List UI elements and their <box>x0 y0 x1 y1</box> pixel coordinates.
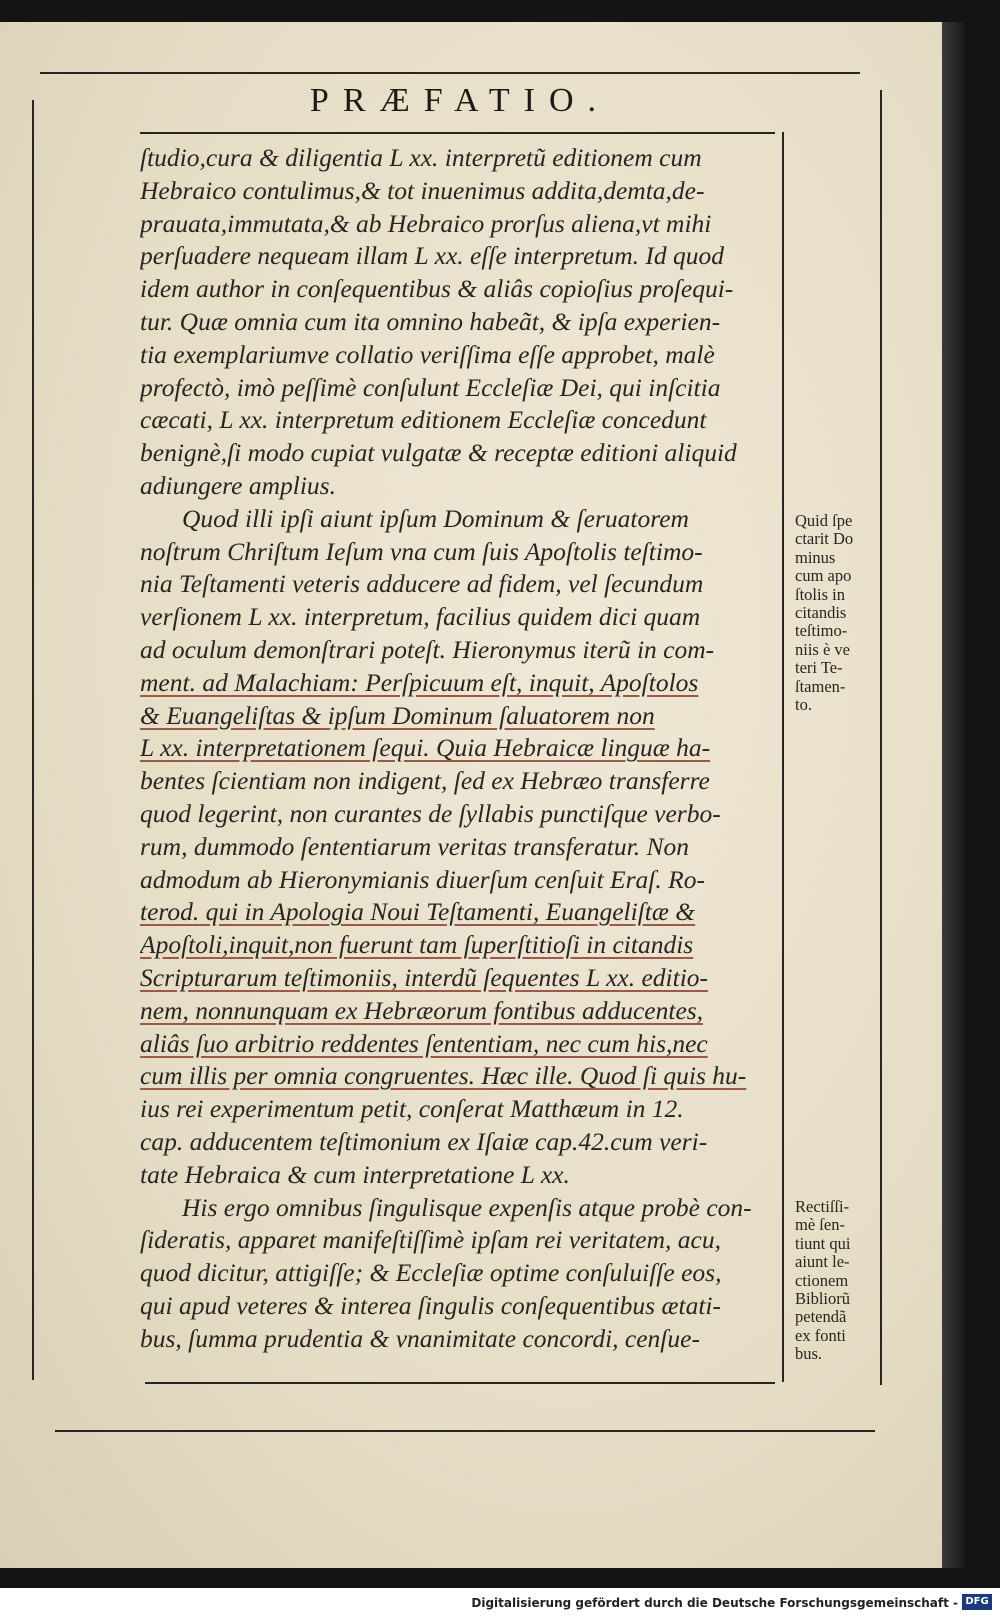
margin-note-line: Quid ſpe <box>795 511 853 530</box>
margin-note-second <box>795 1198 887 1364</box>
margin-note-line: to. <box>795 695 812 715</box>
text-line: verſionem L xx. interpretum, facilius quidem dici quam <box>140 602 701 632</box>
underlined-line: nem, nonnunquam ex Hebræorum fontibus adducentes, <box>140 995 704 1025</box>
text-line: bentes ſcientiam non indigent, ſed ex Hebræo transferre <box>140 766 710 796</box>
text-line: perſuadere nequeam illam L xx. eſſe interpretum. Id quod <box>140 241 725 271</box>
text-line: ſideratis, apparet manifeſtiſſimè ipſam rei veritatem, acu, <box>140 1225 721 1255</box>
text-line: ad oculum demonſtrari poteſt. Hieronymus iterũ in com- <box>140 634 715 664</box>
text-line: tia exemplariumve collatio veriſſima eſſe approbet, malè <box>140 339 715 369</box>
underlined-line: ment. ad Malachiam: Perſpicuum eſt, inquit, Apoſtolos <box>140 667 699 697</box>
text-line: adiungere amplius. <box>140 470 336 500</box>
underlined-line: & Euangeliſtas & ipſum Dominum ſaluatorem non <box>140 700 655 730</box>
left-column-rule <box>32 100 34 1380</box>
footer-bar <box>0 1588 1000 1622</box>
text-line: tate Hebraica & cum interpretatione L xx. <box>140 1159 570 1189</box>
underlined-line: terod. qui in Apologia Noui Teſtamenti, Euangeliſtæ & <box>140 897 696 927</box>
margin-note-line: tiunt qui <box>795 1233 851 1253</box>
margin-note-line: teri Te- <box>795 658 843 678</box>
text-line: noſtrum Chriſtum Ieſum vna cum ſuis Apoſtolis teſtimo- <box>140 536 703 566</box>
underlined-line: Apoſtoli,inquit,non fuerunt tam ſuperſtitioſi in citandis <box>140 930 694 960</box>
text-line: benignè,ſi modo cupiat vulgatæ & receptæ editioni aliquid <box>140 438 737 468</box>
text-line: admodum ab Hieronymianis diuerſum cenſuit Eraſ. Ro- <box>140 864 705 894</box>
margin-note-line: Rectiſſi- <box>795 1197 850 1216</box>
margin-note-line: ctarit Do <box>795 529 854 549</box>
bottom-rule <box>145 1382 775 1384</box>
header-rule <box>140 132 775 134</box>
margin-note-line: minus <box>795 547 836 567</box>
text-line: quod dicitur, attigiſſe; & Eccleſiæ optime conſuluiſſe eos, <box>140 1258 722 1288</box>
page-title: PRÆFATIO. <box>309 82 611 119</box>
margin-note-line: ctionem <box>795 1270 849 1290</box>
text-line: quod legerint, non curantes de ſyllabis punctiſque verbo- <box>140 798 721 828</box>
top-rule <box>40 72 860 74</box>
underlined-line: aliâs ſuo arbitrio reddentes ſententiam, nec cum his,nec <box>140 1028 708 1058</box>
underlined-line: cum illis per omnia congruentes. Hæc ille. Quod ſi quis hu- <box>140 1061 747 1091</box>
paragraph-start-line: Quod illi ipſi aiunt ipſum Dominum & ſeruatorem <box>182 503 689 533</box>
text-line: ſtudio,cura & diligentia L xx. interpretũ editionem cum <box>140 143 702 172</box>
text-right-rule <box>782 132 784 1382</box>
underlined-line: L xx. interpretationem ſequi. Quia Hebraicæ linguæ ha- <box>140 733 711 763</box>
margin-note-line: ex fonti <box>795 1325 846 1345</box>
outer-right-rule <box>880 90 882 1385</box>
page-bottom-rule <box>55 1430 875 1432</box>
text-line: rum, dummodo ſententiarum veritas transferatur. Non <box>140 831 689 861</box>
margin-note-line: ſtolis in <box>795 584 845 604</box>
funding-credit: Digitalisierung gefördert durch die Deutsche Forschungsgemeinschaft - <box>471 1596 958 1610</box>
margin-note-first <box>795 512 887 714</box>
text-line: bus, ſumma prudentia & vnanimitate concordi, cenſue- <box>140 1323 700 1353</box>
text-line: ius rei experimentum petit, conſerat Matthæum in 12. <box>140 1094 684 1124</box>
margin-note-line: aiunt le- <box>795 1252 850 1272</box>
text-line: idem author in conſequentibus & aliâs copioſius proſequi- <box>140 274 734 304</box>
text-line: cæcati, L xx. interpretum editionem Eccleſiæ concedunt <box>140 405 707 435</box>
margin-note-line: ſtamen- <box>795 676 846 696</box>
dfg-logo: DFG <box>962 1594 992 1610</box>
underlined-line: Scripturarum teſtimoniis, interdũ ſequentes L xx. editio- <box>140 962 709 992</box>
text-line: profectò, imò peſſimè conſulunt Eccleſiæ Dei, qui inſcitia <box>140 372 721 402</box>
margin-note-line: cum apo <box>795 566 852 586</box>
page-edge <box>942 22 964 1568</box>
text-line: Hebraico contulimus,& tot inuenimus addita,demta,de- <box>140 175 705 205</box>
text-line: cap. adducentem teſtimonium ex Iſaiæ cap.42.cum veri- <box>140 1126 708 1156</box>
margin-note-line: petendã <box>795 1307 847 1327</box>
margin-note-line: citandis <box>795 603 847 623</box>
text-line: qui apud veteres & interea ſingulis conſequentibus ætati- <box>140 1290 721 1320</box>
margin-note-line: Bibliorũ <box>795 1289 851 1309</box>
margin-note-line: niis è ve <box>795 639 850 659</box>
text-line: prauata,immutata,& ab Hebraico prorſus aliena,vt mihi <box>140 208 712 238</box>
margin-note-line: teſtimo- <box>795 621 848 641</box>
body-text <box>140 142 780 1355</box>
paragraph-start-line: His ergo omnibus ſingulisque expenſis atque probè con- <box>182 1192 752 1222</box>
text-line: nia Teſtamenti veteris adducere ad fidem, vel ſecundum <box>140 569 704 599</box>
margin-note-line: mè ſen- <box>795 1215 845 1235</box>
margin-note-line: bus. <box>795 1344 823 1364</box>
text-line: tur. Quæ omnia cum ita omnino habeãt, & ipſa experien- <box>140 306 721 336</box>
